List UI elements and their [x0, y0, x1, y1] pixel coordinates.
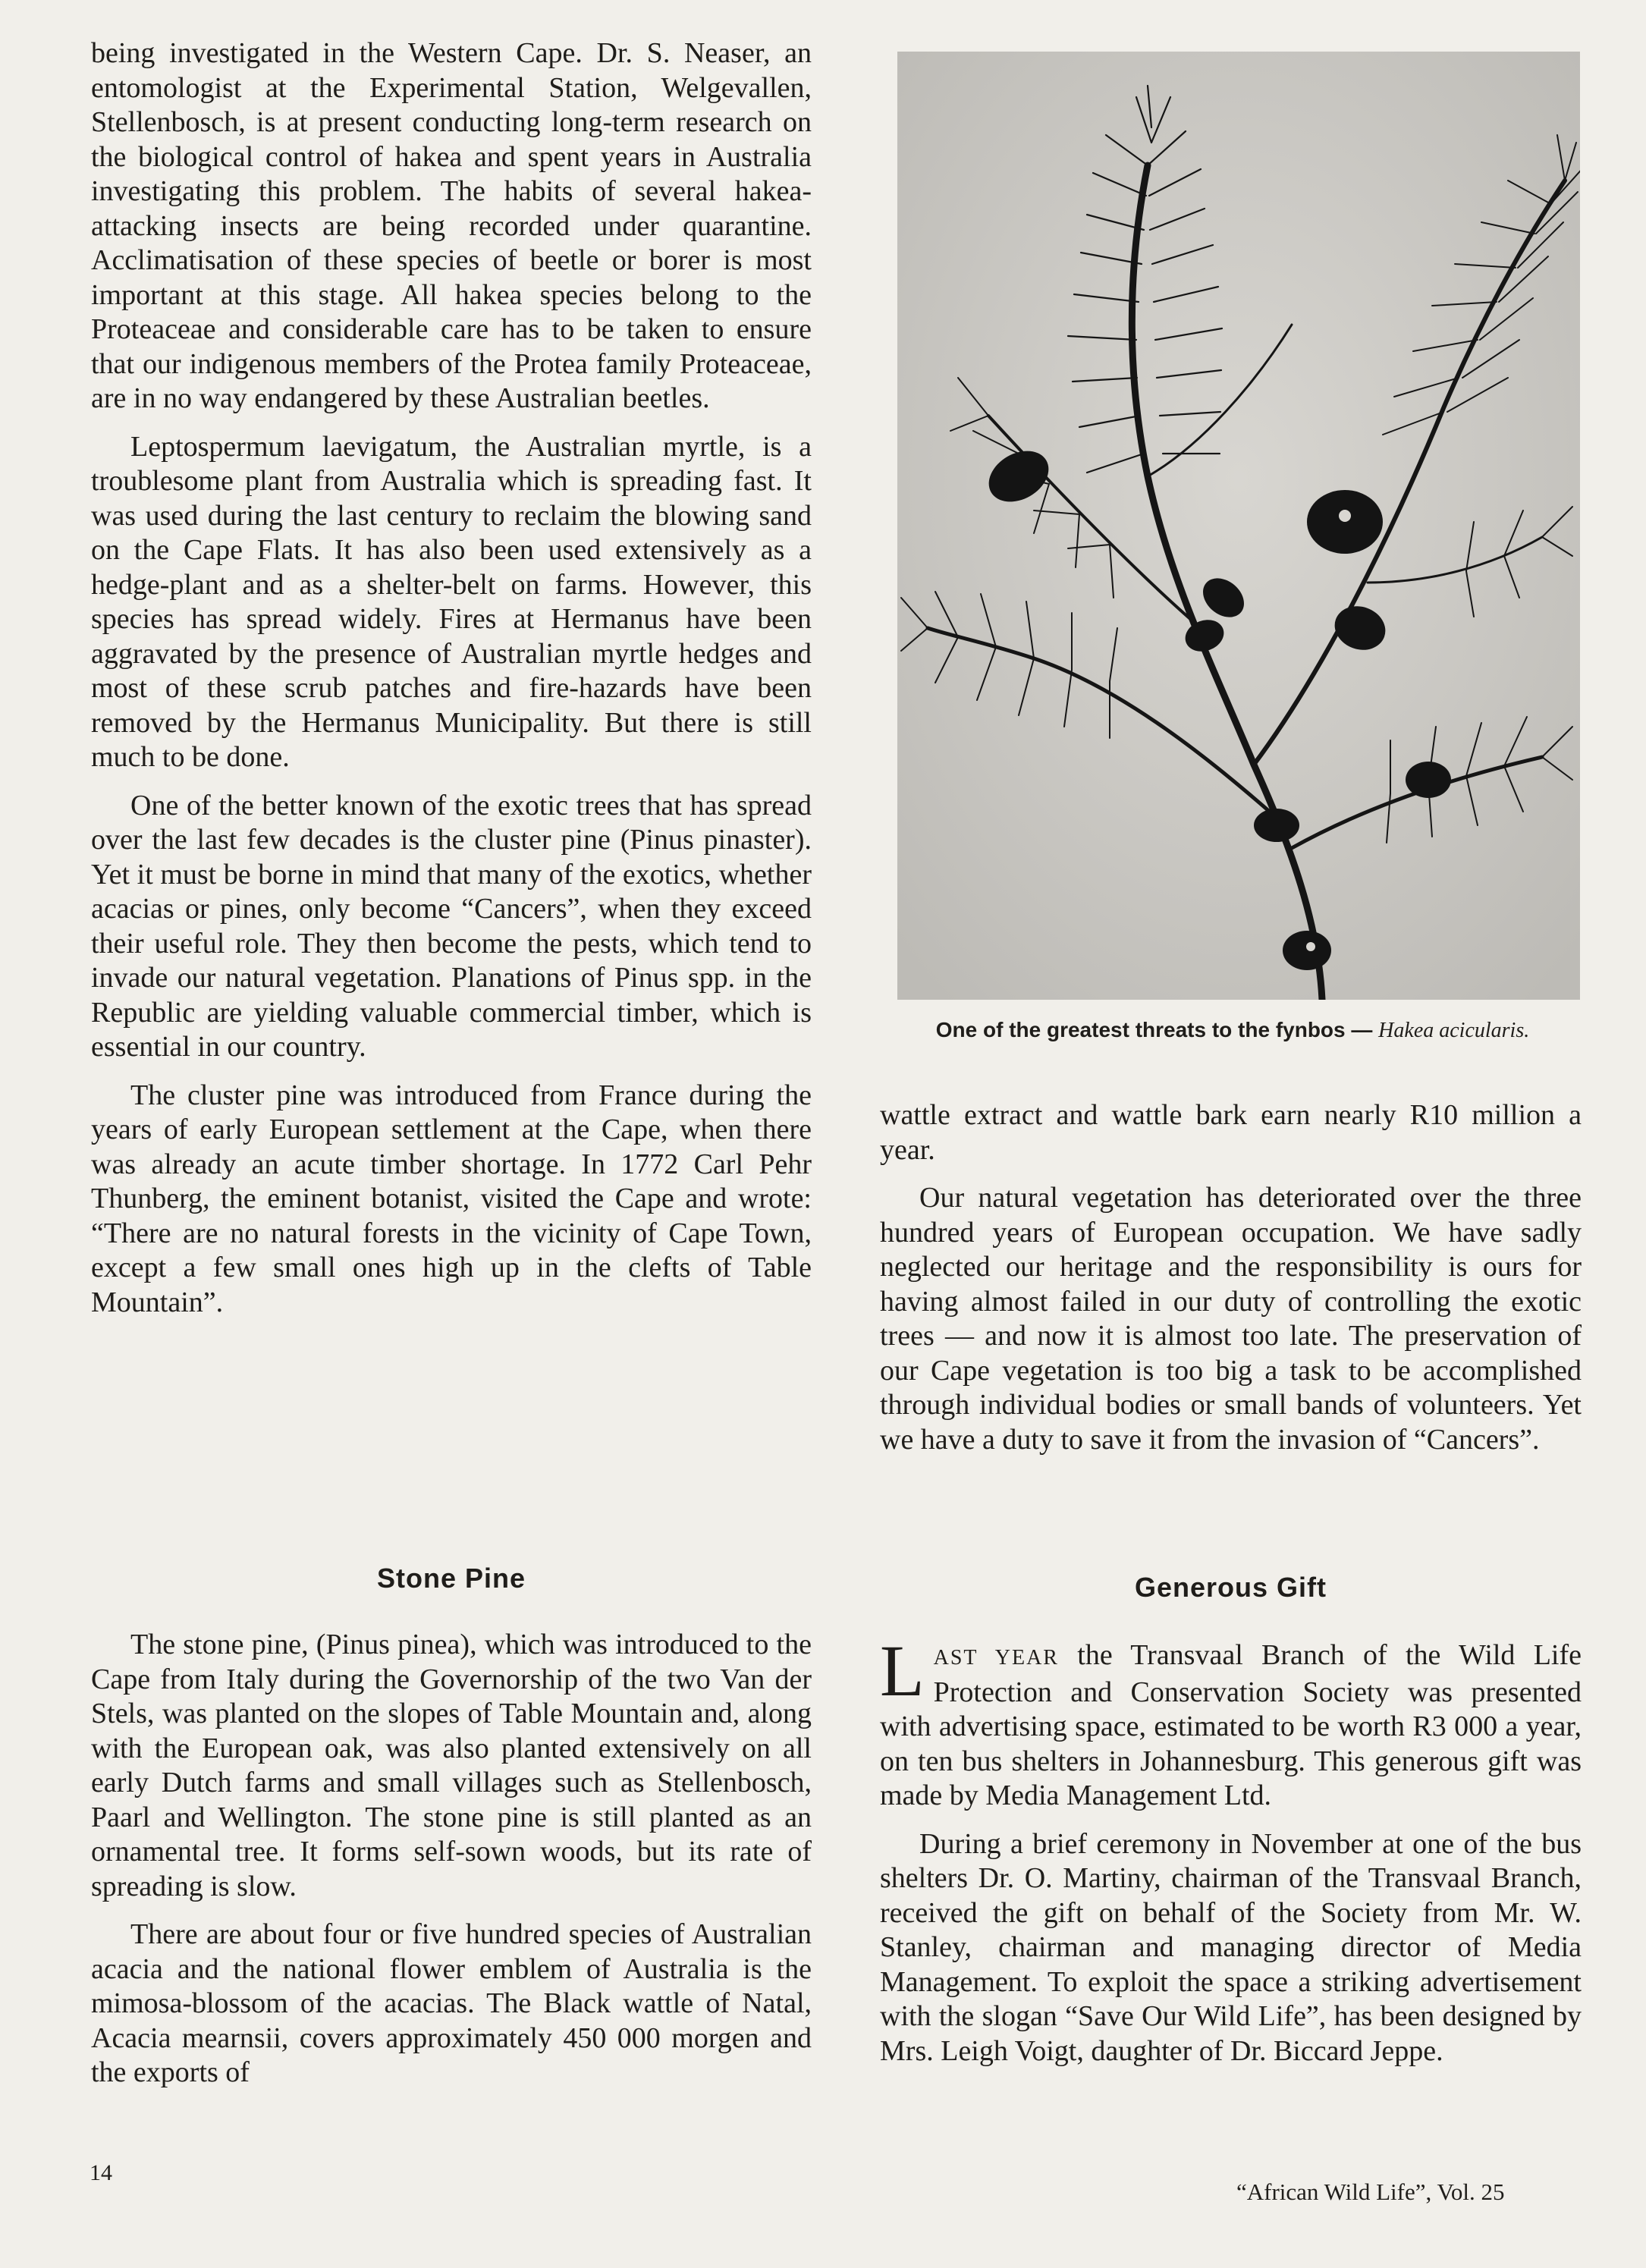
paragraph-natural-vegetation: Our natural vegetation has deteriorated over the three hundred years of European occupation. We have sadly neglected our heritage and the responsibility is ours for having almost failed in our duty of controlling the exotic trees — and now it is almost too late. The preservation of our Cape vegetation is too big a task to be accomplished through individual bodies or small bands of volunteers. Yet we have a duty to save it from the invasion of “Cancers”. [880, 1182, 1582, 1456]
paragraph-stone-pine: The stone pine, (Pinus pinea), which was introduced to the Cape from Italy during the Governorship of the two Van der Stels, was planted on the slopes of Table Mountain and, along with the European oak, was also planted extensively on all early Dutch farms and small villages such as Stellenbosch, Paarl and Wellington. The stone pine is still planted as an ornamental tree. It forms self-sown woods, but its rate of spreading is slow. [91, 1629, 812, 1902]
hakea-photograph [897, 52, 1580, 1000]
page-number: 14 [90, 2160, 112, 2185]
publication-footer: “African Wild Life”, Vol. 25 [1236, 2178, 1505, 2205]
right-column-bottom [880, 1630, 1582, 2069]
left-column-top [91, 36, 812, 1320]
paragraph-australian-myrtle: Leptospermum laevigatum, the Australian myrtle, is a troublesome plant from Australia which is spreading fast. It was used during the last century to reclaim the blowing sand on the Cape Flats. It has also been used extensively as a hedge-plant and as a shelter-belt on farms. However, this species has spread widely. Fires at Hermanus have been aggravated by the presence of Australian myrtle hedges and most of these scrub patches and fire-hazards have been removed by the Hermanus Municipality. But there is still much to be done. [91, 430, 812, 773]
paragraph-ceremony: During a brief ceremony in November at one of the bus shelters Dr. O. Martiny, chairman of the Transvaal Branch, received the gift on behalf of the Society from Mr. W. Stanley, chairman and managing director of Media Management. To exploit the space a striking advertisement with the slogan “Save Our Wild Life”, has been designed by Mrs. Leigh Voigt, daughter of Dr. Biccard Jeppe. [880, 1827, 1582, 2067]
caption-species-name: Hakea acicularis. [1378, 1019, 1530, 1042]
paragraph-last-year [880, 1630, 1582, 1814]
small-caps-lead: AST YEAR [933, 1646, 1059, 1670]
caption-bold-text: One of the greatest threats to the fynbos — [935, 1018, 1373, 1041]
hakea-plant-illustration [897, 52, 1580, 1000]
left-column-bottom [91, 1628, 812, 2091]
paragraph-cluster-pine: One of the better known of the exotic trees that has spread over the last few decades is the cluster pine (Pinus pinaster). Yet it must be borne in mind that many of the exotics, whether acacias or pines, only become “Cancers”, when they exceed their useful role. They then become the pests, which tend to invade our natural vegetation. Planations of Pinus spp. in the Republic are yielding valuable commercial timber, which is essential in our country. [91, 789, 812, 1063]
right-column-top [880, 1098, 1582, 1457]
paragraph-hakea-research: being investigated in the Western Cape. Dr. S. Neaser, an entomologist at the Experimental Station, Welgevallen, Stellenbosch, is at present conducting long-term research on the biological control of hakea and spent years in Australia investigating this problem. The habits of several hakea-attacking insects are being recorded under quarantine. Acclimatisation of these species of beetle or borer is most important at this stage. All hakea species belong to the Proteaceae and considerable care has to be taken to ensure that our indigenous members of the Protea family Proteaceae, are in no way endangered by these Australian beetles. [91, 37, 812, 414]
paragraph-last-year-text: the Transvaal Branch of the Wild Life Protection and Conservation Society was presented with advertising space, estimated to be worth R3 000 a year, on ten bus shelters in Johannesburg. This generous gift was made by Media Management Ltd. [880, 1639, 1582, 1811]
heading-stone-pine: Stone Pine [376, 1563, 526, 1594]
photo-caption [880, 1018, 1585, 1043]
drop-cap-letter: L [880, 1630, 925, 1711]
heading-generous-gift: Generous Gift [1134, 1572, 1327, 1603]
paragraph-acacia: There are about four or five hundred species of Australian acacia and the national flower emblem of Australia is the mimosa-blossom of the acacias. The Black wattle of Natal, Acacia mearnsii, covers approximately 450 000 morgen and the exports of [91, 1918, 812, 2088]
paragraph-wattle-exports: wattle extract and wattle bark earn nearly R10 million a year. [880, 1099, 1582, 1166]
paragraph-thunberg: The cluster pine was introduced from France during the years of early European settlement at the Cape, when there was already an acute timber shortage. In 1772 Carl Pehr Thunberg, the eminent botanist, visited the Cape and wrote: “There are no natural forests in the vicinity of Cape Town, except a few small ones high up in the clefts of Table Mountain”. [91, 1079, 812, 1318]
